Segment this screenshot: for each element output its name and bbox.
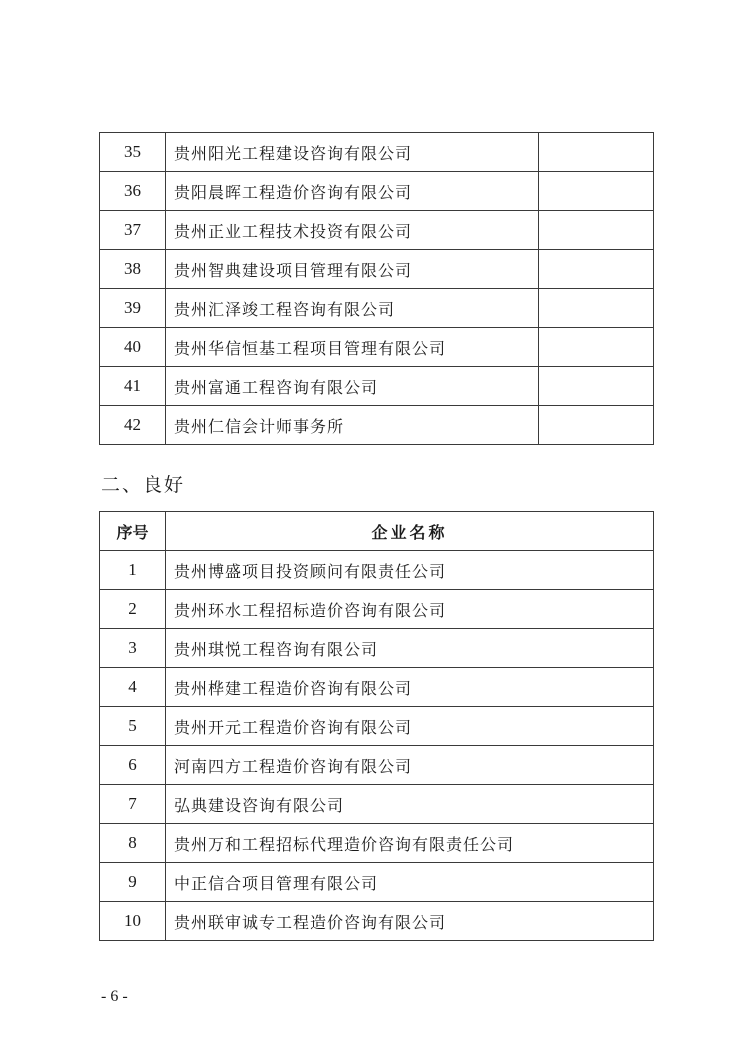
row-enterprise-name: 贵州富通工程咨询有限公司 [166, 367, 539, 406]
section-heading-good: 二、良好 [101, 474, 186, 496]
row-serial-number: 5 [100, 707, 166, 746]
row-empty-cell [539, 172, 654, 211]
row-serial-number: 37 [100, 211, 166, 250]
table-row [100, 746, 654, 785]
row-enterprise-name: 贵州联审诚专工程造价咨询有限公司 [166, 902, 654, 941]
row-empty-cell [539, 328, 654, 367]
row-enterprise-name: 贵阳晨晖工程造价咨询有限公司 [166, 172, 539, 211]
row-enterprise-name: 贵州智典建设项目管理有限公司 [166, 250, 539, 289]
row-enterprise-name: 贵州仁信会计师事务所 [166, 406, 539, 445]
row-serial-number: 9 [100, 863, 166, 902]
table-row [100, 902, 654, 941]
table-row [100, 133, 654, 172]
row-empty-cell [539, 133, 654, 172]
table-row [100, 707, 654, 746]
row-enterprise-name: 贵州开元工程造价咨询有限公司 [166, 707, 654, 746]
page-number: - 6 - [101, 988, 128, 1005]
header-serial-number: 序号 [100, 512, 166, 551]
row-enterprise-name: 贵州汇泽竣工程咨询有限公司 [166, 289, 539, 328]
row-enterprise-name: 贵州阳光工程建设咨询有限公司 [166, 133, 539, 172]
table-row [100, 406, 654, 445]
row-enterprise-name: 贵州华信恒基工程项目管理有限公司 [166, 328, 539, 367]
row-serial-number: 4 [100, 668, 166, 707]
row-serial-number: 38 [100, 250, 166, 289]
row-serial-number: 3 [100, 629, 166, 668]
table-row [100, 629, 654, 668]
table-row [100, 289, 654, 328]
row-enterprise-name: 贵州琪悦工程咨询有限公司 [166, 629, 654, 668]
row-enterprise-name: 弘典建设咨询有限公司 [166, 785, 654, 824]
row-serial-number: 42 [100, 406, 166, 445]
enterprise-table-good [99, 511, 654, 941]
row-enterprise-name: 中正信合项目管理有限公司 [166, 863, 654, 902]
row-empty-cell [539, 406, 654, 445]
row-serial-number: 1 [100, 551, 166, 590]
row-enterprise-name: 贵州环水工程招标造价咨询有限公司 [166, 590, 654, 629]
table-header-row [100, 512, 654, 551]
table-row [100, 590, 654, 629]
table-row [100, 172, 654, 211]
table-body [100, 551, 654, 941]
row-serial-number: 40 [100, 328, 166, 367]
table-row [100, 551, 654, 590]
row-empty-cell [539, 250, 654, 289]
row-serial-number: 35 [100, 133, 166, 172]
row-serial-number: 6 [100, 746, 166, 785]
row-serial-number: 39 [100, 289, 166, 328]
row-serial-number: 8 [100, 824, 166, 863]
table-row [100, 367, 654, 406]
table-row [100, 250, 654, 289]
row-enterprise-name: 贵州博盛项目投资顾问有限责任公司 [166, 551, 654, 590]
table-row [100, 863, 654, 902]
row-enterprise-name: 贵州桦建工程造价咨询有限公司 [166, 668, 654, 707]
table-row [100, 785, 654, 824]
row-serial-number: 2 [100, 590, 166, 629]
row-empty-cell [539, 367, 654, 406]
table-body [100, 133, 654, 445]
row-serial-number: 41 [100, 367, 166, 406]
header-enterprise-name: 企业名称 [166, 512, 654, 551]
row-serial-number: 36 [100, 172, 166, 211]
row-enterprise-name: 贵州正业工程技术投资有限公司 [166, 211, 539, 250]
row-empty-cell [539, 211, 654, 250]
enterprise-table-continued [99, 132, 654, 445]
row-enterprise-name: 贵州万和工程招标代理造价咨询有限责任公司 [166, 824, 654, 863]
table-row [100, 668, 654, 707]
table-row [100, 211, 654, 250]
table-row [100, 328, 654, 367]
row-serial-number: 7 [100, 785, 166, 824]
table-row [100, 824, 654, 863]
row-enterprise-name: 河南四方工程造价咨询有限公司 [166, 746, 654, 785]
row-serial-number: 10 [100, 902, 166, 941]
row-empty-cell [539, 289, 654, 328]
